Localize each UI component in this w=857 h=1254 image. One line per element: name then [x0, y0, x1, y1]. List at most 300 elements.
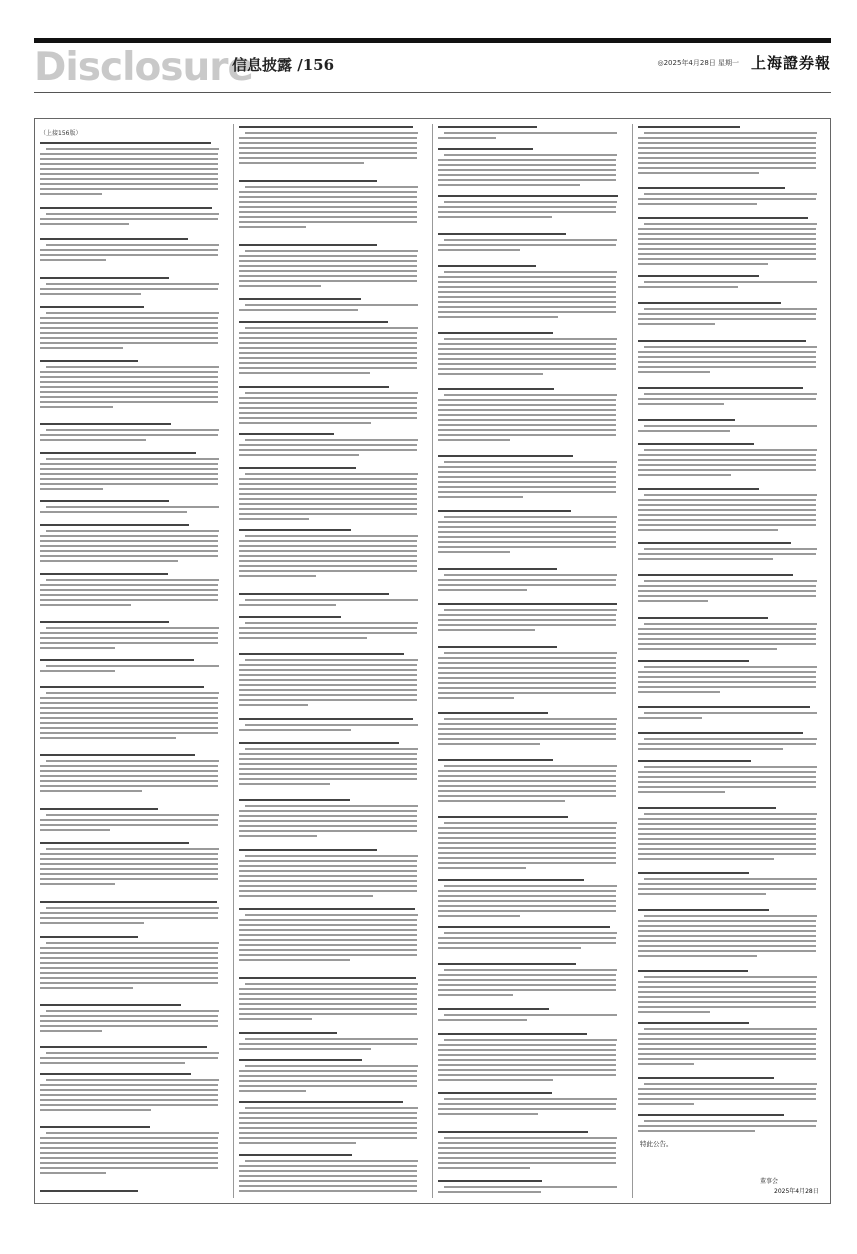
- text-line: [239, 699, 417, 701]
- text-line: [239, 929, 417, 931]
- text-line: [644, 813, 817, 815]
- text-line: [438, 862, 616, 864]
- text-line: [40, 722, 218, 724]
- clause-heading: [438, 233, 566, 235]
- clause-heading: [438, 1131, 588, 1133]
- text-line: [444, 765, 617, 767]
- text-line: [40, 790, 142, 792]
- clause-heading: [438, 926, 610, 928]
- text-line: [245, 473, 418, 475]
- text-line: [239, 1127, 417, 1129]
- text-line: [40, 288, 218, 290]
- text-line: [638, 823, 816, 825]
- text-line: [638, 920, 816, 922]
- text-line: [438, 1049, 616, 1051]
- text-line: [239, 518, 309, 520]
- text-line: [245, 659, 418, 661]
- clause-heading: [239, 433, 334, 435]
- text-line: [444, 394, 617, 396]
- text-line: [245, 186, 418, 188]
- text-line: [40, 1020, 218, 1022]
- text-line: [40, 488, 103, 490]
- text-line: [40, 193, 102, 195]
- text-line: [245, 855, 418, 857]
- text-line: [438, 1074, 616, 1076]
- clause-heading: [239, 977, 416, 979]
- clause-heading: [40, 842, 189, 844]
- text-line: [444, 338, 617, 340]
- text-column-1: [38, 124, 228, 1198]
- text-line: [245, 392, 418, 394]
- clause-heading: [438, 879, 584, 881]
- text-line: [638, 1130, 755, 1132]
- masthead-top-rule: [34, 38, 831, 43]
- text-line: [239, 934, 417, 936]
- text-line: [438, 743, 540, 745]
- text-line: [46, 579, 219, 581]
- text-line: [638, 509, 816, 511]
- text-line: [638, 253, 816, 255]
- text-line: [644, 738, 817, 740]
- text-line: [438, 496, 523, 498]
- text-line: [438, 1167, 530, 1169]
- text-line: [245, 535, 418, 537]
- text-line: [638, 828, 816, 830]
- text-line: [40, 599, 218, 601]
- clause-heading: [638, 542, 791, 544]
- clause-heading: [638, 217, 808, 219]
- text-column-2: [237, 124, 427, 1198]
- text-line: [40, 977, 218, 979]
- text-line: [239, 768, 417, 770]
- text-line: [444, 1098, 617, 1100]
- text-line: [40, 535, 218, 537]
- text-line: [644, 193, 817, 195]
- text-line: [638, 464, 816, 466]
- text-line: [444, 271, 617, 273]
- clause-heading: [638, 807, 776, 809]
- text-line: [438, 551, 510, 553]
- text-line: [644, 494, 817, 496]
- text-line: [40, 511, 187, 513]
- text-line: [239, 664, 417, 666]
- text-line: [40, 322, 218, 324]
- text-line: [644, 308, 817, 310]
- text-line: [239, 211, 417, 213]
- clause-heading: [438, 568, 557, 570]
- text-line: [438, 1019, 527, 1021]
- text-line: [438, 353, 616, 355]
- clause-heading: [40, 573, 168, 575]
- text-line: [239, 397, 417, 399]
- text-line: [40, 642, 218, 644]
- text-line: [40, 1030, 102, 1032]
- text-line: [40, 589, 218, 591]
- clause-heading: [239, 616, 341, 618]
- clause-heading: [40, 1073, 191, 1075]
- text-line: [638, 238, 816, 240]
- text-line: [40, 259, 106, 261]
- clause-heading: [40, 524, 189, 526]
- text-line: [40, 1025, 218, 1027]
- text-line: [444, 1186, 617, 1188]
- text-line: [40, 1062, 185, 1064]
- clause-heading: [638, 187, 785, 189]
- text-line: [438, 723, 616, 725]
- clause-heading: [239, 1101, 403, 1103]
- clause-heading: [239, 1032, 337, 1034]
- text-line: [239, 1142, 356, 1144]
- text-line: [40, 483, 218, 485]
- masthead: [34, 45, 831, 90]
- text-line: [438, 486, 616, 488]
- text-line: [638, 228, 816, 230]
- text-line: [438, 1157, 616, 1159]
- text-line: [438, 687, 616, 689]
- signature: 董事会: [760, 1178, 779, 1185]
- clause-heading: [638, 574, 793, 576]
- text-line: [239, 1090, 306, 1092]
- text-line: [644, 878, 817, 880]
- text-line: [438, 471, 616, 473]
- text-line: [438, 895, 616, 897]
- text-line: [46, 244, 219, 246]
- text-line: [239, 778, 417, 780]
- text-line: [638, 838, 816, 840]
- clause-heading: [239, 1154, 352, 1156]
- clause-heading: [40, 901, 217, 903]
- text-line: [438, 619, 616, 621]
- text-line: [638, 955, 757, 957]
- text-line: [638, 142, 816, 144]
- clause-heading: [438, 195, 618, 197]
- text-line: [40, 560, 178, 562]
- text-line: [46, 366, 219, 368]
- text-line: [438, 531, 616, 533]
- text-line: [40, 972, 218, 974]
- text-line: [46, 458, 219, 460]
- text-line: [444, 718, 617, 720]
- text-line: [239, 285, 321, 287]
- text-line: [40, 883, 115, 885]
- text-line: [438, 1103, 616, 1105]
- text-line: [638, 318, 816, 320]
- text-line: [438, 404, 616, 406]
- text-line: [644, 976, 817, 978]
- text-line: [438, 1147, 616, 1149]
- text-line: [239, 627, 417, 629]
- text-line: [40, 218, 218, 220]
- text-line: [438, 348, 616, 350]
- text-line: [46, 692, 219, 694]
- text-line: [438, 526, 616, 528]
- text-line: [239, 729, 351, 731]
- text-line: [239, 944, 417, 946]
- text-line: [638, 595, 816, 597]
- text-line: [638, 403, 724, 405]
- text-line: [40, 922, 144, 924]
- text-line: [40, 1152, 218, 1154]
- text-line: [239, 1013, 417, 1015]
- text-line: [239, 674, 417, 676]
- text-line: [438, 174, 616, 176]
- text-line: [438, 1069, 616, 1071]
- clause-heading: [239, 126, 413, 128]
- text-line: [40, 1172, 106, 1174]
- text-line: [638, 676, 816, 678]
- clause-heading: [40, 1004, 181, 1006]
- clause-heading: [438, 1092, 552, 1094]
- text-line: [46, 312, 219, 314]
- text-line: [40, 371, 218, 373]
- text-line: [245, 622, 418, 624]
- text-line: [644, 223, 817, 225]
- text-line: [444, 201, 617, 203]
- text-line: [438, 211, 616, 213]
- text-line: [239, 825, 417, 827]
- text-line: [438, 910, 616, 912]
- text-line: [438, 419, 616, 421]
- text-line: [638, 590, 816, 592]
- clause-heading: [239, 321, 388, 323]
- text-line: [438, 905, 616, 907]
- text-line: [40, 342, 218, 344]
- text-line: [638, 628, 816, 630]
- clause-heading: [239, 386, 389, 388]
- text-line: [438, 244, 616, 246]
- text-line: [245, 1065, 418, 1067]
- text-line: [638, 558, 773, 560]
- text-line: [40, 163, 218, 165]
- text-line: [644, 623, 817, 625]
- text-line: [638, 1011, 710, 1013]
- text-line: [438, 672, 616, 674]
- clause-heading: [438, 1008, 549, 1010]
- text-line: [438, 589, 527, 591]
- text-line: [444, 609, 617, 611]
- text-line: [438, 521, 616, 523]
- text-line: [438, 837, 616, 839]
- text-line: [638, 162, 816, 164]
- text-line: [40, 637, 218, 639]
- clause-heading: [638, 126, 740, 128]
- text-line: [40, 406, 113, 408]
- text-line: [438, 733, 616, 735]
- text-line: [239, 444, 417, 446]
- text-line: [40, 434, 218, 436]
- text-line: [40, 952, 218, 954]
- text-line: [239, 508, 417, 510]
- text-line: [239, 342, 417, 344]
- text-line: [40, 647, 115, 649]
- text-line: [40, 293, 141, 295]
- text-line: [638, 671, 816, 673]
- text-line: [638, 398, 816, 400]
- text-line: [638, 585, 816, 587]
- text-line: [239, 1070, 417, 1072]
- clause-heading: [40, 1190, 138, 1192]
- text-line: [638, 366, 816, 368]
- text-line: [438, 1054, 616, 1056]
- text-line: [40, 376, 218, 378]
- text-line: [644, 132, 817, 134]
- text-line: [40, 1157, 218, 1159]
- clause-heading: [239, 467, 356, 469]
- text-line: [239, 1048, 371, 1050]
- text-line: [239, 694, 417, 696]
- text-line: [644, 766, 817, 768]
- clause-heading: [40, 659, 194, 661]
- clause-heading: [40, 306, 144, 308]
- text-line: [239, 885, 417, 887]
- text-line: [40, 439, 146, 441]
- clause-heading: [239, 653, 404, 655]
- text-line: [444, 822, 617, 824]
- text-line: [239, 1018, 312, 1020]
- text-line: [40, 249, 218, 251]
- text-line: [438, 584, 616, 586]
- text-line: [438, 790, 616, 792]
- text-line: [40, 770, 218, 772]
- text-line: [438, 541, 616, 543]
- text-line: [40, 401, 218, 403]
- text-line: [40, 697, 218, 699]
- text-line: [245, 1038, 418, 1040]
- text-line: [438, 989, 616, 991]
- text-line: [444, 461, 617, 463]
- text-line: [239, 407, 417, 409]
- text-line: [438, 306, 616, 308]
- text-line: [638, 1048, 816, 1050]
- text-line: [239, 988, 417, 990]
- text-line: [438, 409, 616, 411]
- clause-heading: [438, 816, 568, 818]
- text-line: [638, 638, 816, 640]
- clause-heading: [438, 603, 617, 605]
- clause-heading: [438, 265, 536, 267]
- text-line: [239, 1003, 417, 1005]
- text-line: [438, 159, 616, 161]
- text-line: [239, 684, 417, 686]
- text-line: [40, 347, 123, 349]
- text-line: [438, 206, 616, 208]
- text-line: [40, 158, 218, 160]
- text-line: [46, 283, 219, 285]
- text-line: [239, 412, 417, 414]
- text-line: [40, 545, 218, 547]
- text-line: [46, 848, 219, 850]
- text-line: [638, 514, 816, 516]
- clause-heading: [638, 302, 781, 304]
- text-line: [638, 529, 778, 531]
- text-line: [638, 981, 816, 983]
- text-line: [239, 1112, 417, 1114]
- text-line: [438, 301, 616, 303]
- text-line: [638, 643, 816, 645]
- text-line: [438, 677, 616, 679]
- text-line: [40, 327, 218, 329]
- text-line: [239, 919, 417, 921]
- text-line: [438, 738, 616, 740]
- text-line: [239, 1117, 417, 1119]
- text-line: [444, 1137, 617, 1139]
- text-line: [638, 1088, 816, 1090]
- text-line: [40, 463, 218, 465]
- text-line: [438, 890, 616, 892]
- text-line: [444, 516, 617, 518]
- clause-heading: [438, 712, 548, 714]
- text-line: [438, 434, 616, 436]
- text-line: [638, 356, 816, 358]
- text-line: [239, 147, 417, 149]
- text-line: [245, 250, 418, 252]
- text-line: [638, 459, 816, 461]
- text-line: [239, 860, 417, 862]
- text-line: [438, 1064, 616, 1066]
- clause-heading: [40, 754, 195, 756]
- clause-heading: [438, 388, 554, 390]
- text-line: [40, 785, 218, 787]
- text-line: [40, 853, 218, 855]
- text-line: [438, 857, 616, 859]
- text-line: [438, 942, 616, 944]
- text-line: [40, 957, 218, 959]
- text-line: [438, 842, 616, 844]
- text-line: [638, 313, 816, 315]
- text-column-3: [436, 124, 626, 1198]
- text-line: [245, 805, 418, 807]
- text-line: [40, 712, 218, 714]
- masthead-bottom-rule: [34, 92, 831, 93]
- text-line: [438, 286, 616, 288]
- text-line: [40, 702, 218, 704]
- text-line: [239, 367, 417, 369]
- clause-heading: [638, 872, 749, 874]
- text-line: [438, 316, 558, 318]
- column-divider: [632, 124, 633, 1198]
- text-line: [438, 363, 616, 365]
- text-line: [46, 1052, 219, 1054]
- text-line: [239, 221, 417, 223]
- text-line: [40, 737, 176, 739]
- text-line: [40, 962, 218, 964]
- text-line: [638, 853, 816, 855]
- text-line: [438, 291, 616, 293]
- text-line: [644, 548, 817, 550]
- text-line: [438, 629, 535, 631]
- clause-heading: [638, 760, 751, 762]
- text-line: [438, 728, 616, 730]
- text-line: [638, 935, 816, 937]
- text-line: [239, 280, 417, 282]
- text-line: [438, 343, 616, 345]
- text-line: [638, 858, 774, 860]
- text-line: [638, 893, 766, 895]
- text-line: [245, 914, 418, 916]
- text-line: [239, 498, 417, 500]
- text-line: [239, 503, 417, 505]
- clause-heading: [438, 963, 576, 965]
- clause-heading: [40, 500, 169, 502]
- text-line: [438, 429, 616, 431]
- clause-heading: [438, 332, 553, 334]
- clause-heading: [438, 126, 537, 128]
- text-line: [638, 203, 757, 205]
- text-line: [40, 188, 218, 190]
- text-line: [40, 173, 218, 175]
- text-line: [638, 748, 783, 750]
- newspaper-name: 上海證券報: [750, 54, 831, 72]
